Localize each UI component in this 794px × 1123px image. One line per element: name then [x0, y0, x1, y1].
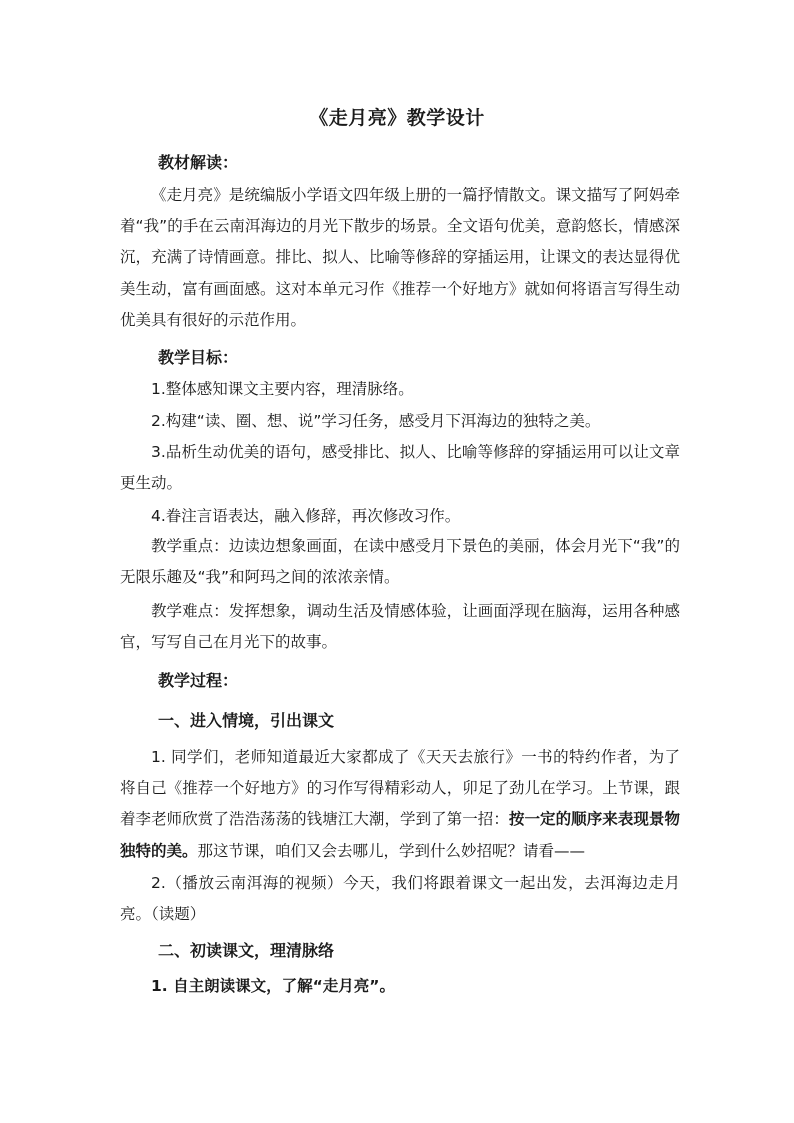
- teaching-difficulty: 教学难点：发挥想象，调动生活及情感体验，让画面浮现在脑海，运用各种感官，写写自己在月光下的故事。: [120, 602, 680, 652]
- document-title: 《走月亮》教学设计: [309, 107, 485, 129]
- section-heading-process: 教学过程：: [158, 671, 239, 690]
- goal-item-3: 3.品析生动优美的语句，感受排比、拟人、比喻等修辞的穿插运用可以让文章更生动。: [120, 443, 680, 493]
- goal-item-4: 4.眷注言语表达，融入修辞，再次修改习作。: [151, 507, 461, 525]
- process-paragraph-1: [120, 742, 680, 867]
- part-heading-1: 一、进入情境，引出课文: [158, 711, 335, 730]
- part-heading-2: 二、初读课文，理清脉络: [158, 941, 335, 960]
- material-paragraph: 《走月亮》是统编版小学语文四年级上册的一篇抒情散文。课文描写了阿妈牵着“我”的手在云南洱海边的月光下散步的场景。全文语句优美，意韵悠长，情感深沉，充满了诗情画意。排比、拟人、比喻等修辞的穿插运用，让课文的表达显得优美生动，富有画面感。这对本单元习作《推荐一个好地方》就如何将语言写得生动优美具有很好的示范作用。: [120, 186, 680, 329]
- goal-item-2: 2.构建“读、圈、想、说”学习任务，感受月下洱海边的独特之美。: [151, 412, 601, 430]
- goal-item-1: 1.整体感知课文主要内容，理清脉络。: [151, 380, 414, 398]
- section-heading-material: 教材解读：: [158, 153, 239, 172]
- section-heading-goals: 教学目标：: [158, 348, 239, 367]
- process-paragraph-1-emphasis: 按一定的顺序来表现景物独特的美。: [120, 810, 680, 860]
- process-paragraph-1-text: 1. 同学们，老师知道最近大家都成了《天天去旅行》一书的特约作者，为了将自己《推荐一个好地方》的习作写得精彩动人，卯足了劲儿在学习。上节课，跟着李老师欣赏了浩浩荡荡的钱塘江大潮，学到了第一招：: [120, 748, 680, 829]
- process-item-1: 1. 自主朗读课文，了解“走月亮”。: [151, 977, 395, 995]
- teaching-key-points: 教学重点：边读边想象画面，在读中感受月下景色的美丽，体会月光下“我”的无限乐趣及“我”和阿玛之间的浓浓亲情。: [120, 537, 680, 587]
- process-paragraph-1-tail: 那这节课，咱们又会去哪儿，学到什么妙招呢？请看——: [197, 841, 586, 860]
- process-paragraph-2: 2.（播放云南洱海的视频）今天，我们将跟着课文一起出发，去洱海边走月亮。（读题）: [120, 874, 680, 924]
